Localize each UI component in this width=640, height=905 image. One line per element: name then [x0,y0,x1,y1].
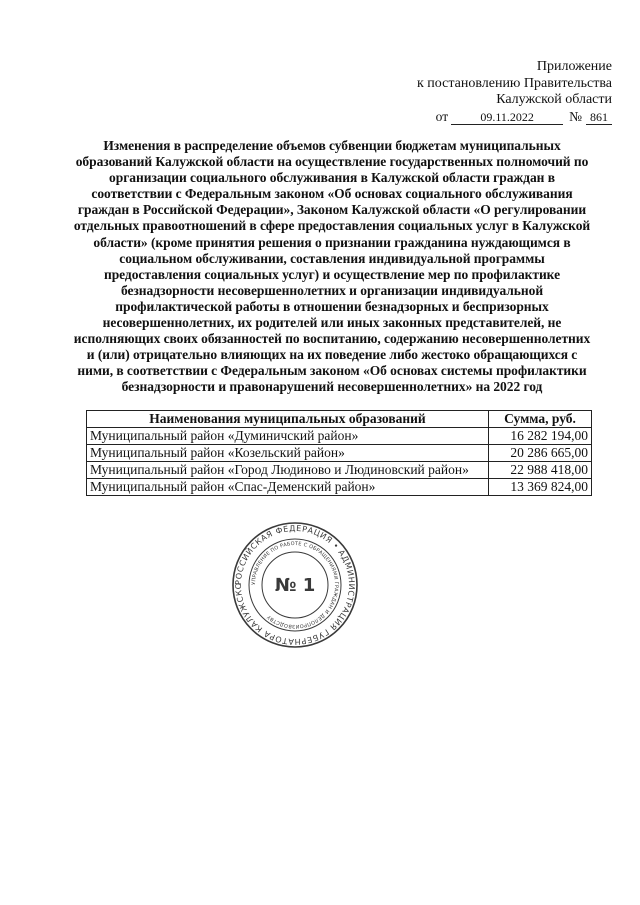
title-line: Изменения в распределение объемов субвенции бюджетам муниципальных [103,138,561,153]
number-label: № [569,108,582,124]
decree-date-number-line [417,109,612,126]
appendix-label: Приложение [536,59,612,74]
title-line: соответствии с Федеральным законом «Об основах социального обслуживания [91,186,573,202]
title-line: ними, в соответствии с Федеральным законом «Об основах системы профилактики [77,363,587,379]
municipality-name: Муниципальный район «Спас-Деменский район» [87,479,489,496]
title-line: предоставления социальных услуг) и осуществление мер по профилактике [103,266,561,282]
municipality-name: Муниципальный район «Думиничский район» [87,428,489,445]
title-line: безнадзорности и правонарушений несовершеннолетних» на 2022 год [121,379,543,395]
table-row [87,462,592,479]
table-header-row [87,411,592,428]
title-line: организации социального обслуживания в Калужской области граждан в [109,170,555,186]
title-line: безнадзорности несовершеннолетних и организации индивидуальной [120,282,544,298]
seal-inner-text: УПРАВЛЕНИЕ ПО РАБОТЕ С ОБРАЩЕНИЯМИ ГРАЖДАН И ДЕЛОПРОИЗВОДСТВУ [250,540,340,630]
title-line: образований Калужской области на осуществление государственных полномочий по [75,154,589,170]
decree-date: 09.11.2022 [451,111,563,125]
title-line: отдельных правоотношений в сфере предоставления социальных услуг в Калужской [73,218,591,234]
title-line: профилактической работы в отношении безнадзорных и беспризорных [115,298,549,314]
official-seal [230,520,360,650]
decree-number: 861 [586,111,612,125]
amount-value: 13 369 824,00 [489,479,592,496]
table-row [87,479,592,496]
amount-value: 22 988 418,00 [489,462,592,479]
seal-icon [230,520,360,650]
amount-value: 20 286 665,00 [489,445,592,462]
from-label: от [435,108,449,124]
header-amount: Сумма, руб. [489,411,592,428]
amount-value: 16 282 194,00 [489,428,592,445]
table-row [87,445,592,462]
title-line: социальном обслуживании, составления индивидуальной программы [119,250,545,266]
title-line: и (или) отрицательно влияющих на их поведение либо жестоко обращающихся с [86,347,578,363]
title-line: несовершеннолетних, их родителей или иных законных представителей, не [102,315,562,331]
allocation-table [86,410,592,496]
decree-reference: к постановлению Правительства [416,75,612,91]
seal-number: № 1 [274,575,316,596]
seal-outer-text: РОССИЙСКАЯ ФЕДЕРАЦИЯ • АДМИНИСТРАЦИЯ ГУБЕРНАТОРА КАЛУЖСКО [233,523,357,647]
title-line: области» (кроме принятия решения о признании гражданина нуждающимся в [93,234,571,250]
title-line: исполняющих своих обязанностей по воспитанию, содержанию несовершеннолетних [73,331,591,347]
municipality-name: Муниципальный район «Козельский район» [87,445,489,462]
table-row [87,428,592,445]
region-name: Калужской области [496,92,612,107]
municipality-name: Муниципальный район «Город Людиново и Людиновский район» [87,462,489,479]
header-municipality: Наименования муниципальных образований [87,411,489,428]
title-line: граждан в Российской Федерации», Законом Калужской области «О регулировании [77,202,587,218]
appendix-header [417,59,612,125]
document-title [62,138,602,396]
